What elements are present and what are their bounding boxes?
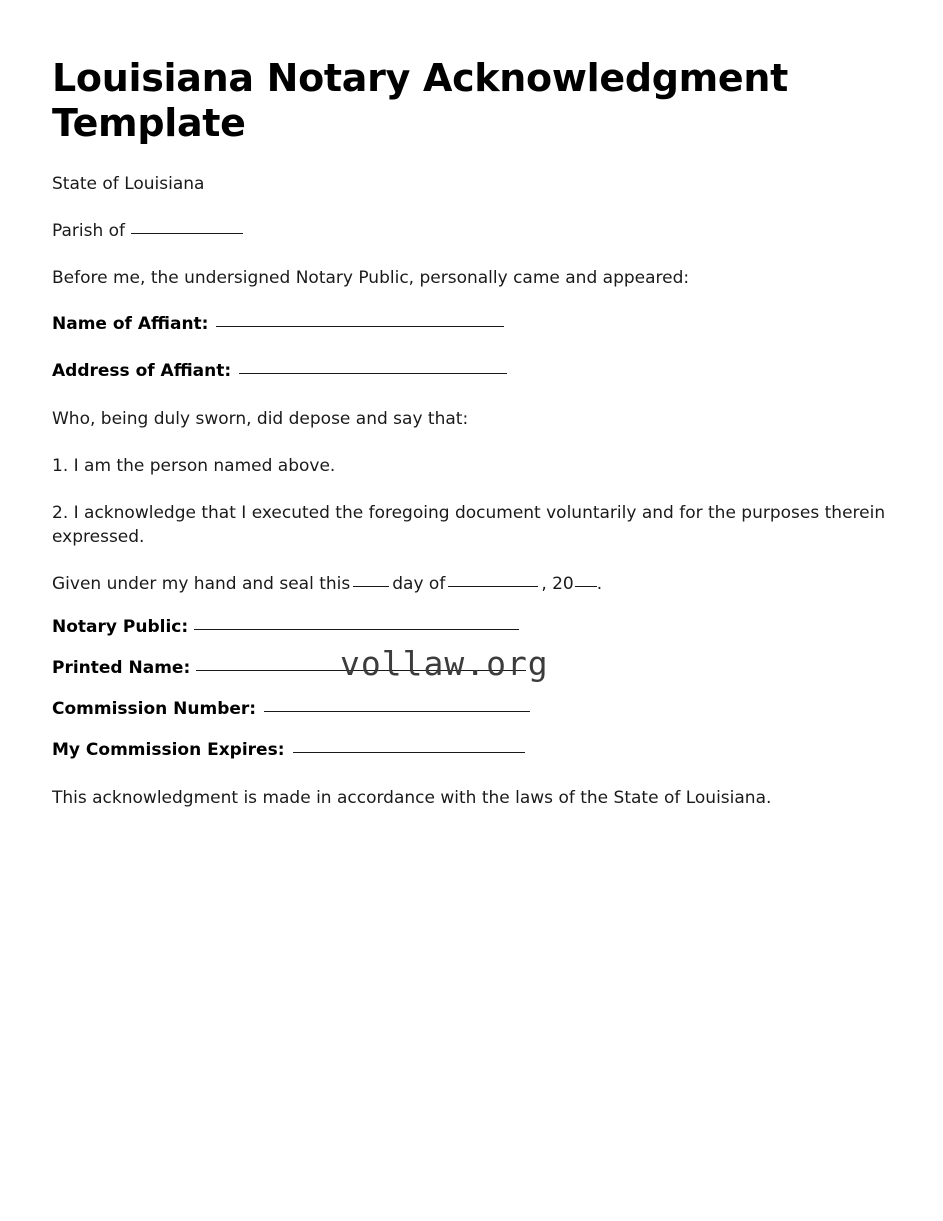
closing-statement: This acknowledgment is made in accordance with the laws of the State of Louisiana.: [52, 788, 772, 809]
notary-public-blank[interactable]: [194, 629, 519, 630]
parish-label: Parish of: [52, 220, 126, 241]
printed-name-label: Printed Name:: [52, 658, 191, 679]
printed-name-blank[interactable]: [196, 670, 526, 671]
parish-line: [52, 219, 887, 243]
commission-expires-line: [52, 739, 887, 763]
commission-expires-label: My Commission Expires:: [52, 739, 285, 760]
given-part-2: day of: [392, 574, 446, 595]
commission-number-line: [52, 698, 887, 722]
watermark: vollaw.org: [340, 644, 549, 684]
given-month-blank[interactable]: [448, 586, 538, 587]
state-line: State of Louisiana: [52, 173, 205, 194]
given-part-1: Given under my hand and seal this: [52, 574, 351, 595]
printed-name-line: [52, 644, 887, 684]
commission-number-label: Commission Number:: [52, 698, 257, 719]
affiant-name-label: Name of Affiant:: [52, 314, 209, 335]
affiant-address-blank[interactable]: [239, 373, 507, 374]
affiant-name-blank[interactable]: [216, 326, 504, 327]
parish-blank[interactable]: [131, 233, 243, 234]
given-year-blank[interactable]: [575, 586, 597, 587]
signature-block: [52, 616, 887, 762]
commission-number-blank[interactable]: [264, 711, 530, 712]
list-item: 2. I acknowledge that I executed the foregoing document voluntarily and for the purposes therein expressed.: [52, 502, 886, 547]
notary-public-label: Notary Public:: [52, 617, 189, 638]
commission-expires-blank[interactable]: [293, 752, 525, 753]
given-part-3: , 20: [541, 574, 574, 595]
page-title: Louisiana Notary Acknowledgment Template: [52, 56, 789, 145]
sworn-line: Who, being duly sworn, did depose and say that:: [52, 408, 469, 429]
affiant-name-line: [52, 313, 887, 337]
given-part-4: .: [596, 574, 603, 595]
given-day-blank[interactable]: [353, 586, 389, 587]
affiant-address-line: [52, 360, 887, 384]
list-item: 1. I am the person named above.: [52, 455, 336, 476]
given-under-hand-line: [52, 572, 887, 596]
affiant-address-label: Address of Affiant:: [52, 360, 232, 381]
notary-public-line: [52, 616, 887, 640]
intro-line: Before me, the undersigned Notary Public, personally came and appeared:: [52, 267, 690, 288]
